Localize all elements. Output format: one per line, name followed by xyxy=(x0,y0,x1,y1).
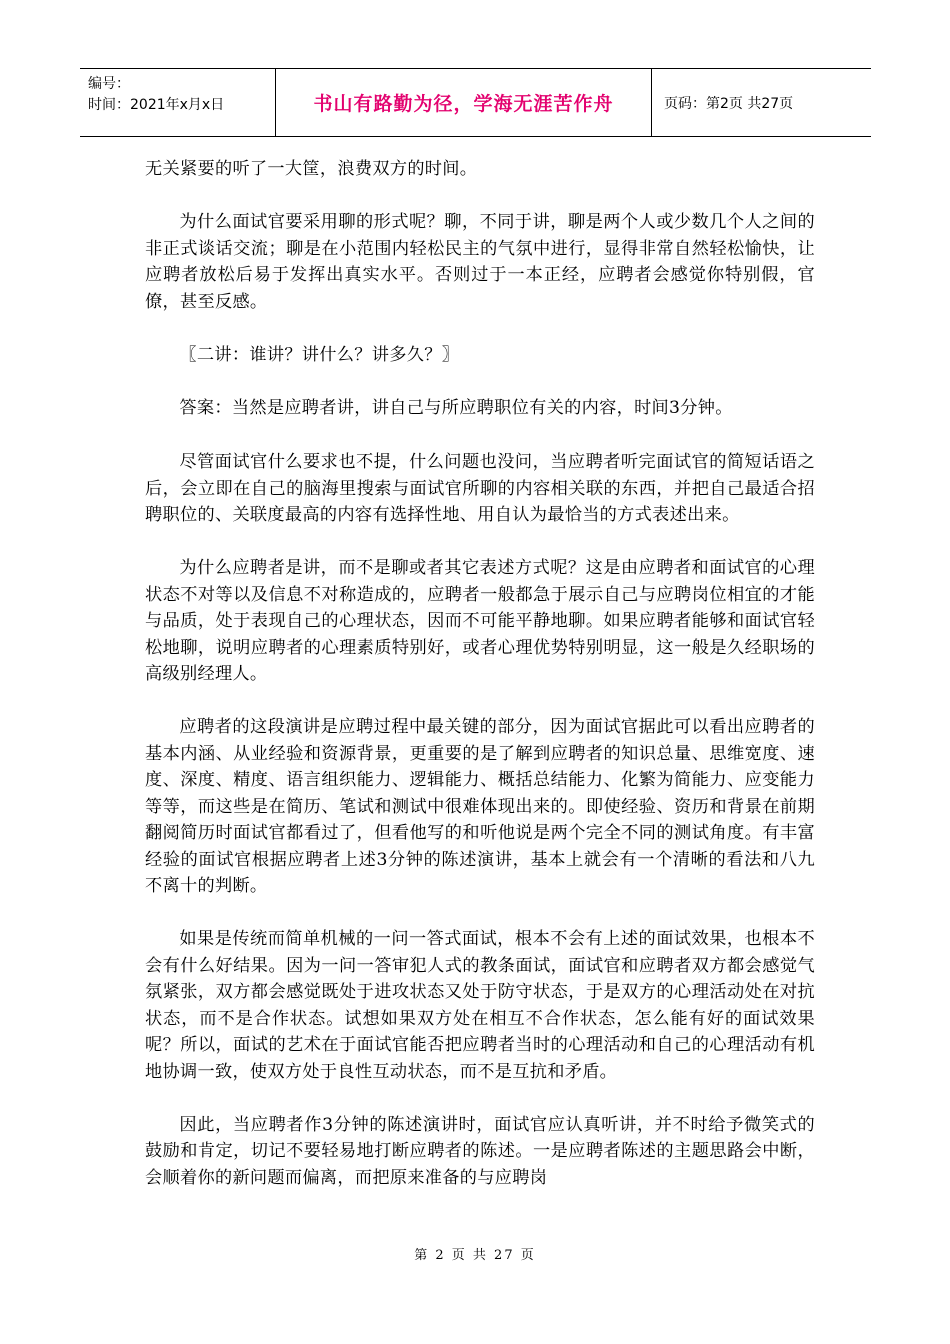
paragraph: 应聘者的这段演讲是应聘过程中最关键的部分，因为面试官据此可以看出应聘者的基本内涵、从业经验和资源背景，更重要的是了解到应聘者的知识总量、思维宽度、速度、深度、精度、语言组织能力、逻辑能力、概括总结能力、化繁为简能力、应变能力等等，而这些是在简历、笔试和测试中很难体现出来的。即使经验、资历和背景在前期翻阅简历时面试官都看过了，但看他写的和听他说是两个完全不同的测试角度。有丰富经验的面试官根据应聘者上述3分钟的陈述演讲，基本上就会有一个清晰的看法和八九不离十的判断。 xyxy=(145,717,815,896)
page-info: 页码：第2页 共27页 xyxy=(664,95,794,112)
paragraph: 无关紧要的听了一大筐，浪费双方的时间。 xyxy=(145,159,478,179)
document-body xyxy=(145,156,815,1218)
number-label: 编号： xyxy=(88,76,130,92)
motto-text: 书山有路勤为径，学海无涯苦作舟 xyxy=(313,93,614,115)
header-page-cell xyxy=(652,69,871,136)
paragraph: 答案：当然是应聘者讲，讲自己与所应聘职位有关的内容，时间3分钟。 xyxy=(179,397,733,418)
page-header xyxy=(80,68,871,137)
header-motto-cell xyxy=(276,69,652,136)
paragraph: 因此，当应聘者作3分钟的陈述演讲时，面试官应认真听讲，并不时给予微笑式的鼓励和肯定，切记不要轻易地打断应聘者的陈述。一是应聘者陈述的主题思路会中断，会顺着你的新问题而偏离，而把原来准备的与应聘岗 xyxy=(145,1114,815,1188)
paragraph: 尽管面试官什么要求也不提，什么问题也没问，当应聘者听完面试官的简短话语之后，会立即在自己的脑海里搜索与面试官所聊的内容相关联的东西，并把自己最适合招聘职位的、关联度最高的内容有选择性地、用自认为最恰当的方式表述出来。 xyxy=(145,452,815,525)
paragraph: 为什么应聘者是讲，而不是聊或者其它表述方式呢？这是由应聘者和面试官的心理状态不对等以及信息不对称造成的，应聘者一般都急于展示自己与应聘岗位相宜的才能与品质，处于表现自己的心理状态，因而不可能平静地聊。如果应聘者能够和面试官轻松地聊，说明应聘者的心理素质特别好，或者心理优势特别明显，这一般是久经职场的高级别经理人。 xyxy=(145,558,815,684)
page-footer: 第 2 页 共 27 页 xyxy=(414,1248,536,1263)
paragraph: 为什么面试官要采用聊的形式呢？聊，不同于讲，聊是两个人或少数几个人之间的非正式谈话交流；聊是在小范围内轻松民主的气氛中进行，显得非常自然轻松愉快，让应聘者放松后易于发挥出真实水平。否则过于一本正经，应聘者会感觉你特别假，官僚，甚至反感。 xyxy=(145,212,815,312)
header-meta xyxy=(80,69,276,136)
section-heading: 〖二讲：谁讲？讲什么？讲多久？〗 xyxy=(179,344,460,365)
paragraph: 如果是传统而简单机械的一问一答式面试，根本不会有上述的面试效果，也根本不会有什么好结果。因为一问一答审犯人式的教条面试，面试官和应聘者双方都会感觉气氛紧张，双方都会感觉既处于进攻状态又处于防守状态，于是双方的心理活动处在对抗状态，而不是合作状态。试想如果双方处在相互不合作状态，怎么能有好的面试效果呢？所以，面试的艺术在于面试官能否把应聘者当时的心理活动和自己的心理活动有机地协调一致，使双方处于良性互动状态，而不是互抗和矛盾。 xyxy=(145,929,815,1082)
time-label: 时间：2021年x月x日 xyxy=(88,97,225,113)
